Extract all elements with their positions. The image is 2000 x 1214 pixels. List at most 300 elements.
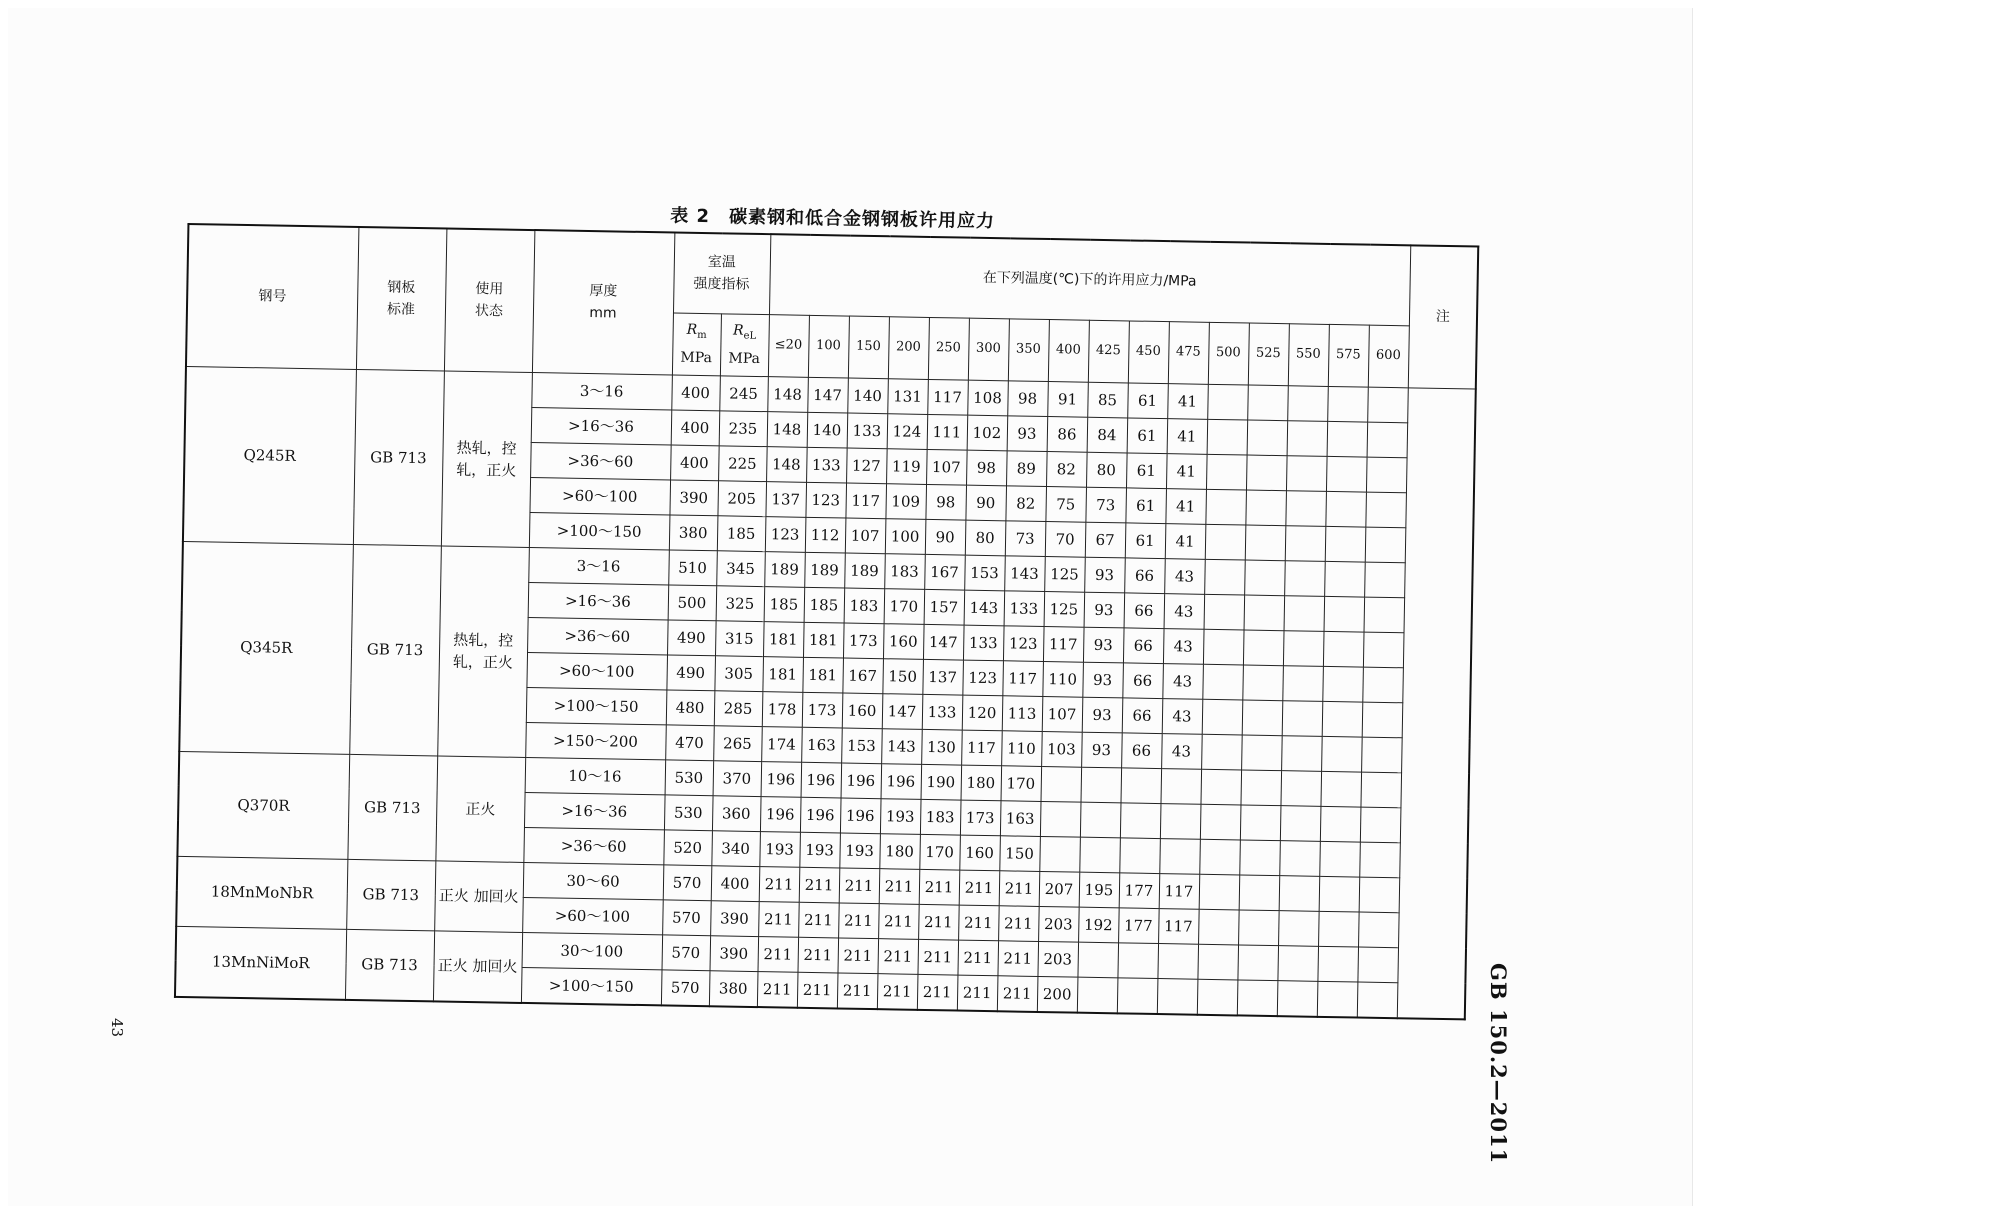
header-temp-9: 450 [1128,320,1169,383]
header-temp-8: 425 [1088,320,1129,383]
stress-cell [1278,910,1319,946]
stress-cell: 181 [763,621,804,657]
stress-cell: 211 [758,936,799,972]
stress-cell: 133 [1004,590,1045,626]
header-temp-11: 500 [1208,322,1249,385]
stress-cell: 211 [918,904,959,940]
stress-cell [1200,804,1241,840]
stress-cell [1359,877,1400,913]
stress-cell: 211 [917,974,958,1010]
stress-cell [1327,386,1368,422]
rel-symbol: R [732,322,744,339]
stress-cell [1242,699,1283,735]
stress-cell [1159,838,1200,874]
stress-cell: 163 [1000,800,1041,836]
header-rel [720,313,769,376]
rm-cell: 520 [663,829,712,865]
stress-cell [1204,559,1245,595]
thickness-cell: >36～60 [527,617,668,654]
stress-cell: 185 [804,587,845,623]
stress-cell [1325,526,1366,562]
stress-cell [1240,804,1281,840]
condition-cell: 正火 加回火 [433,930,522,1002]
header-condition-text: 使用 状态 [474,281,504,320]
header-rm [672,312,721,375]
stress-cell: 61 [1125,487,1166,523]
stress-cell: 211 [839,867,880,903]
stress-cell [1245,490,1286,526]
stress-cell: 130 [921,729,962,765]
stress-cell: 113 [1002,695,1043,731]
stress-cell: 196 [881,763,922,799]
stress-cell: 177 [1119,872,1160,908]
stress-cell: 211 [837,937,878,973]
stress-cell: 98 [1007,380,1048,416]
stress-cell [1199,839,1240,875]
rm-symbol: R [686,321,698,339]
stress-cell [1364,597,1405,633]
rel-cell: 235 [719,410,768,446]
stress-cell: 119 [886,448,927,484]
thickness-cell: 3～16 [528,547,669,584]
thickness-cell: 30～100 [522,932,663,969]
header-temp-2: 150 [848,316,889,379]
stress-cell: 66 [1124,557,1165,593]
allowable-stress-table [174,223,1479,1020]
stress-cell: 143 [881,728,922,764]
stress-cell: 148 [767,411,808,447]
stress-cell [1327,421,1368,457]
stress-cell: 123 [765,516,806,552]
stress-cell: 189 [844,553,885,589]
stress-cell [1207,419,1248,455]
stress-cell [1198,909,1239,945]
stress-cell: 196 [841,762,882,798]
stress-cell: 211 [798,902,839,938]
stress-cell [1320,771,1361,807]
stress-cell: 80 [965,520,1006,556]
stress-cell: 111 [927,414,968,450]
stress-cell [1320,806,1361,842]
stress-cell [1326,456,1367,492]
header-temp-6: 350 [1008,318,1049,381]
stress-cell: 107 [926,449,967,485]
rm-unit: MPa [680,349,713,367]
standard-code: GB 150.2—2011 [1486,963,1511,1165]
stress-cell: 211 [999,870,1040,906]
stress-cell: 183 [920,799,961,835]
rm-cell: 500 [668,584,717,620]
stress-cell: 66 [1122,662,1163,698]
stress-cell [1360,807,1401,843]
stress-cell [1244,594,1285,630]
stress-cell: 193 [839,832,880,868]
stress-cell [1319,841,1360,877]
steel-grade-cell: 13MnNiMoR [175,926,346,999]
stress-cell: 173 [960,800,1001,836]
stress-cell [1239,839,1280,875]
stress-cell [1157,978,1198,1014]
rel-subscript: eL [743,330,757,342]
stress-cell: 147 [923,624,964,660]
stress-cell: 180 [879,833,920,869]
stress-cell: 73 [1005,520,1046,556]
stress-cell [1359,842,1400,878]
stress-cell: 173 [802,692,843,728]
stress-cell: 160 [959,835,1000,871]
stress-cell: 43 [1163,628,1204,664]
rel-cell: 315 [715,620,764,656]
rel-cell: 205 [717,480,766,516]
stress-cell: 193 [880,798,921,834]
stress-cell: 108 [967,380,1008,416]
thickness-cell: 30～60 [523,862,664,899]
stress-cell [1161,768,1202,804]
rel-cell: 285 [714,690,763,726]
stress-cell [1197,944,1238,980]
rm-cell: 470 [665,724,714,760]
stress-cell [1365,527,1406,563]
stress-cell: 137 [765,481,806,517]
header-temp-15: 600 [1368,325,1409,388]
stress-cell: 82 [1046,451,1087,487]
stress-cell [1358,912,1399,948]
stress-cell: 196 [760,796,801,832]
stress-cell [1317,981,1358,1017]
stress-cell: 107 [845,518,886,554]
stress-cell: 66 [1121,732,1162,768]
stress-cell [1284,560,1325,596]
stress-cell: 160 [842,692,883,728]
stress-cell: 189 [764,551,805,587]
stress-cell [1247,420,1288,456]
stress-cell: 41 [1165,488,1206,524]
stress-cell [1202,664,1243,700]
rm-cell: 530 [665,759,714,795]
stress-cell [1357,982,1398,1018]
stress-cell: 93 [1084,592,1125,628]
stress-cell [1120,802,1161,838]
stress-cell: 117 [1002,660,1043,696]
stress-cell: 183 [884,553,925,589]
stress-cell: 157 [924,589,965,625]
stress-cell: 125 [1044,591,1085,627]
header-temp-3: 200 [888,316,929,379]
stress-cell [1243,629,1284,665]
stress-cell: 109 [885,483,926,519]
stress-cell [1324,561,1365,597]
stress-cell: 181 [762,656,803,692]
stress-cell: 110 [1001,730,1042,766]
rm-cell: 570 [661,969,710,1005]
stress-cell: 211 [877,973,918,1009]
stress-cell [1197,979,1238,1015]
stress-cell: 150 [882,658,923,694]
header-temp-10: 475 [1168,321,1209,384]
stress-cell: 148 [767,376,808,412]
stress-cell: 70 [1045,521,1086,557]
header-temp-1: 100 [808,315,849,378]
rm-cell: 400 [671,374,720,410]
stress-cell [1160,803,1201,839]
stress-cell: 137 [922,659,963,695]
stress-cell: 43 [1162,698,1203,734]
stress-cell [1360,772,1401,808]
stress-cell: 170 [919,834,960,870]
stress-cell: 167 [924,554,965,590]
stress-cell: 90 [925,519,966,555]
stress-cell: 193 [799,832,840,868]
thickness-cell: >150～200 [525,722,666,759]
stress-cell: 153 [964,555,1005,591]
stress-cell [1246,455,1287,491]
rel-cell: 265 [713,725,762,761]
stress-cell [1077,977,1118,1013]
steel-grade-cell: 18MnMoNbR [176,856,347,929]
stress-cell: 190 [921,764,962,800]
thickness-cell: >36～60 [530,442,671,479]
thickness-cell: >36～60 [523,827,664,864]
header-thickness [532,230,674,374]
stress-cell: 196 [840,797,881,833]
stress-cell [1244,559,1285,595]
stress-cell [1277,945,1318,981]
rel-cell: 400 [711,865,760,901]
header-temp-12: 525 [1248,323,1289,386]
stress-cell: 196 [761,761,802,797]
stress-cell: 117 [1158,908,1199,944]
stress-cell: 147 [882,693,923,729]
stress-cell [1321,736,1362,772]
stress-cell: 211 [878,903,919,939]
thickness-cell: >16～36 [528,582,669,619]
condition-cell: 热轧，控 轧，正火 [437,545,529,757]
stress-cell [1357,947,1398,983]
rm-cell: 510 [668,549,717,585]
stress-cell [1205,524,1246,560]
stress-cell: 102 [967,415,1008,451]
stress-cell: 93 [1082,662,1123,698]
stress-cell: 66 [1124,592,1165,628]
stress-cell: 66 [1122,697,1163,733]
table-title: 表 2 碳素钢和低合金钢钢板许用应力 [670,205,996,233]
stress-cell: 43 [1164,593,1205,629]
stress-cell: 178 [762,691,803,727]
stress-cell [1281,735,1322,771]
stress-cell: 124 [887,413,928,449]
stress-cell: 93 [1084,557,1125,593]
stress-cell: 41 [1166,453,1207,489]
stress-cell: 200 [1037,976,1078,1012]
stress-cell: 61 [1127,382,1168,418]
page-number: 43 [108,1018,126,1038]
rm-cell: 380 [669,514,718,550]
stress-cell: 89 [1006,450,1047,486]
stress-cell: 110 [1042,661,1083,697]
stress-cell: 174 [761,726,802,762]
stress-cell [1362,667,1403,703]
stress-cell: 211 [799,867,840,903]
stress-cell: 185 [764,586,805,622]
stress-cell: 211 [997,940,1038,976]
stress-cell: 117 [961,730,1002,766]
stress-cell: 123 [962,660,1003,696]
steel-grade-cell: Q345R [179,541,353,754]
stress-cell [1322,701,1363,737]
header-temp-5: 300 [968,318,1009,381]
stress-cell: 61 [1125,522,1166,558]
stress-cell [1201,734,1242,770]
stress-cell [1277,980,1318,1016]
stress-cell: 180 [961,765,1002,801]
thickness-cell: 3～16 [531,372,672,409]
stress-cell: 163 [801,727,842,763]
stress-cell: 80 [1086,452,1127,488]
stress-cell [1365,492,1406,528]
header-plate-standard-text: 钢板 标准 [386,279,416,319]
stress-cell: 85 [1087,382,1128,418]
header-allowable-stress: 在下列温度(℃)下的许用应力/MPa [769,234,1410,325]
rm-subscript: m [697,329,707,341]
stress-cell [1366,457,1407,493]
stress-cell [1242,664,1283,700]
stress-cell: 61 [1127,417,1168,453]
stress-cell [1081,767,1122,803]
stress-cell [1041,766,1082,802]
stress-cell [1279,875,1320,911]
stress-cell: 133 [806,447,847,483]
stress-cell: 133 [922,694,963,730]
header-thickness-text: 厚度 mm [589,283,618,322]
plate-standard-cell: GB 713 [345,929,434,1001]
stress-cell: 82 [1005,485,1046,521]
stress-cell: 196 [801,762,842,798]
stress-cell [1280,805,1321,841]
stress-cell [1325,491,1366,527]
stress-cell: 117 [927,379,968,415]
rel-cell: 245 [719,375,768,411]
rm-cell: 490 [667,619,716,655]
stress-cell [1121,767,1162,803]
rel-cell: 390 [710,935,759,971]
thickness-cell: >60～100 [529,477,670,514]
stress-cell: 41 [1167,418,1208,454]
stress-cell: 150 [999,835,1040,871]
table-container [174,193,1480,1020]
rm-cell: 400 [671,409,720,445]
stress-cell: 211 [957,975,998,1011]
stress-cell: 211 [877,938,918,974]
stress-cell: 211 [919,869,960,905]
header-temp-13: 550 [1288,323,1329,386]
rel-cell: 340 [711,830,760,866]
stress-cell [1367,387,1408,423]
stress-cell [1241,734,1282,770]
header-steel-grade: 钢号 [186,224,358,369]
rel-cell: 380 [709,970,758,1006]
steel-grade-cell: Q370R [177,751,349,859]
rel-cell: 390 [710,900,759,936]
stress-cell [1361,737,1402,773]
stress-cell [1363,632,1404,668]
rel-cell: 225 [718,445,767,481]
header-plate-standard [356,227,446,371]
stress-cell [1240,769,1281,805]
stress-cell: 140 [807,412,848,448]
stress-cell [1117,977,1158,1013]
stress-cell: 173 [843,623,884,659]
plate-standard-cell: GB 713 [347,754,437,861]
rel-cell: 370 [713,760,762,796]
note-cell [1397,387,1476,1019]
stress-cell: 177 [1118,907,1159,943]
stress-cell: 211 [957,940,998,976]
stress-cell: 203 [1037,941,1078,977]
stress-cell: 93 [1083,627,1124,663]
stress-cell: 203 [1038,906,1079,942]
stress-cell: 211 [998,905,1039,941]
stress-cell: 133 [847,413,888,449]
rm-cell: 480 [666,689,715,725]
stress-cell [1282,665,1323,701]
stress-cell: 170 [884,588,925,624]
stress-cell [1283,630,1324,666]
stress-cell: 140 [847,378,888,414]
stress-cell [1207,384,1248,420]
stress-cell: 117 [1043,626,1084,662]
thickness-cell: >16～36 [524,792,665,829]
stress-cell: 193 [759,831,800,867]
stress-cell: 211 [837,972,878,1008]
condition-cell: 正火 加回火 [434,860,523,932]
stress-cell: 93 [1082,697,1123,733]
stress-cell [1077,942,1118,978]
stress-cell: 117 [845,483,886,519]
stress-cell: 211 [959,870,1000,906]
stress-cell [1203,629,1244,665]
stress-cell [1239,874,1280,910]
stress-cell [1280,770,1321,806]
stress-cell [1362,702,1403,738]
stress-cell [1285,490,1326,526]
rel-cell: 345 [716,550,765,586]
stress-cell: 207 [1039,871,1080,907]
stress-cell [1284,595,1325,631]
rm-cell: 390 [669,479,718,515]
stress-cell [1245,525,1286,561]
stress-cell [1199,874,1240,910]
plate-standard-cell: GB 713 [353,369,444,546]
stress-cell [1200,769,1241,805]
stress-cell [1080,802,1121,838]
steel-grade-cell: Q245R [183,366,356,544]
stress-cell [1324,596,1365,632]
header-room-temp-strength-text: 室温 强度指标 [693,254,750,294]
stress-cell [1040,801,1081,837]
stress-cell: 107 [1042,696,1083,732]
stress-cell [1317,946,1358,982]
stress-cell [1237,979,1278,1015]
header-room-temp-strength [673,232,770,314]
stress-cell: 192 [1078,907,1119,943]
stress-cell [1039,836,1080,872]
stress-cell: 66 [1123,627,1164,663]
thickness-cell: >100～150 [529,512,670,549]
stress-cell [1205,489,1246,525]
stress-cell: 143 [1004,555,1045,591]
stress-cell: 43 [1161,733,1202,769]
stress-cell: 43 [1164,558,1205,594]
